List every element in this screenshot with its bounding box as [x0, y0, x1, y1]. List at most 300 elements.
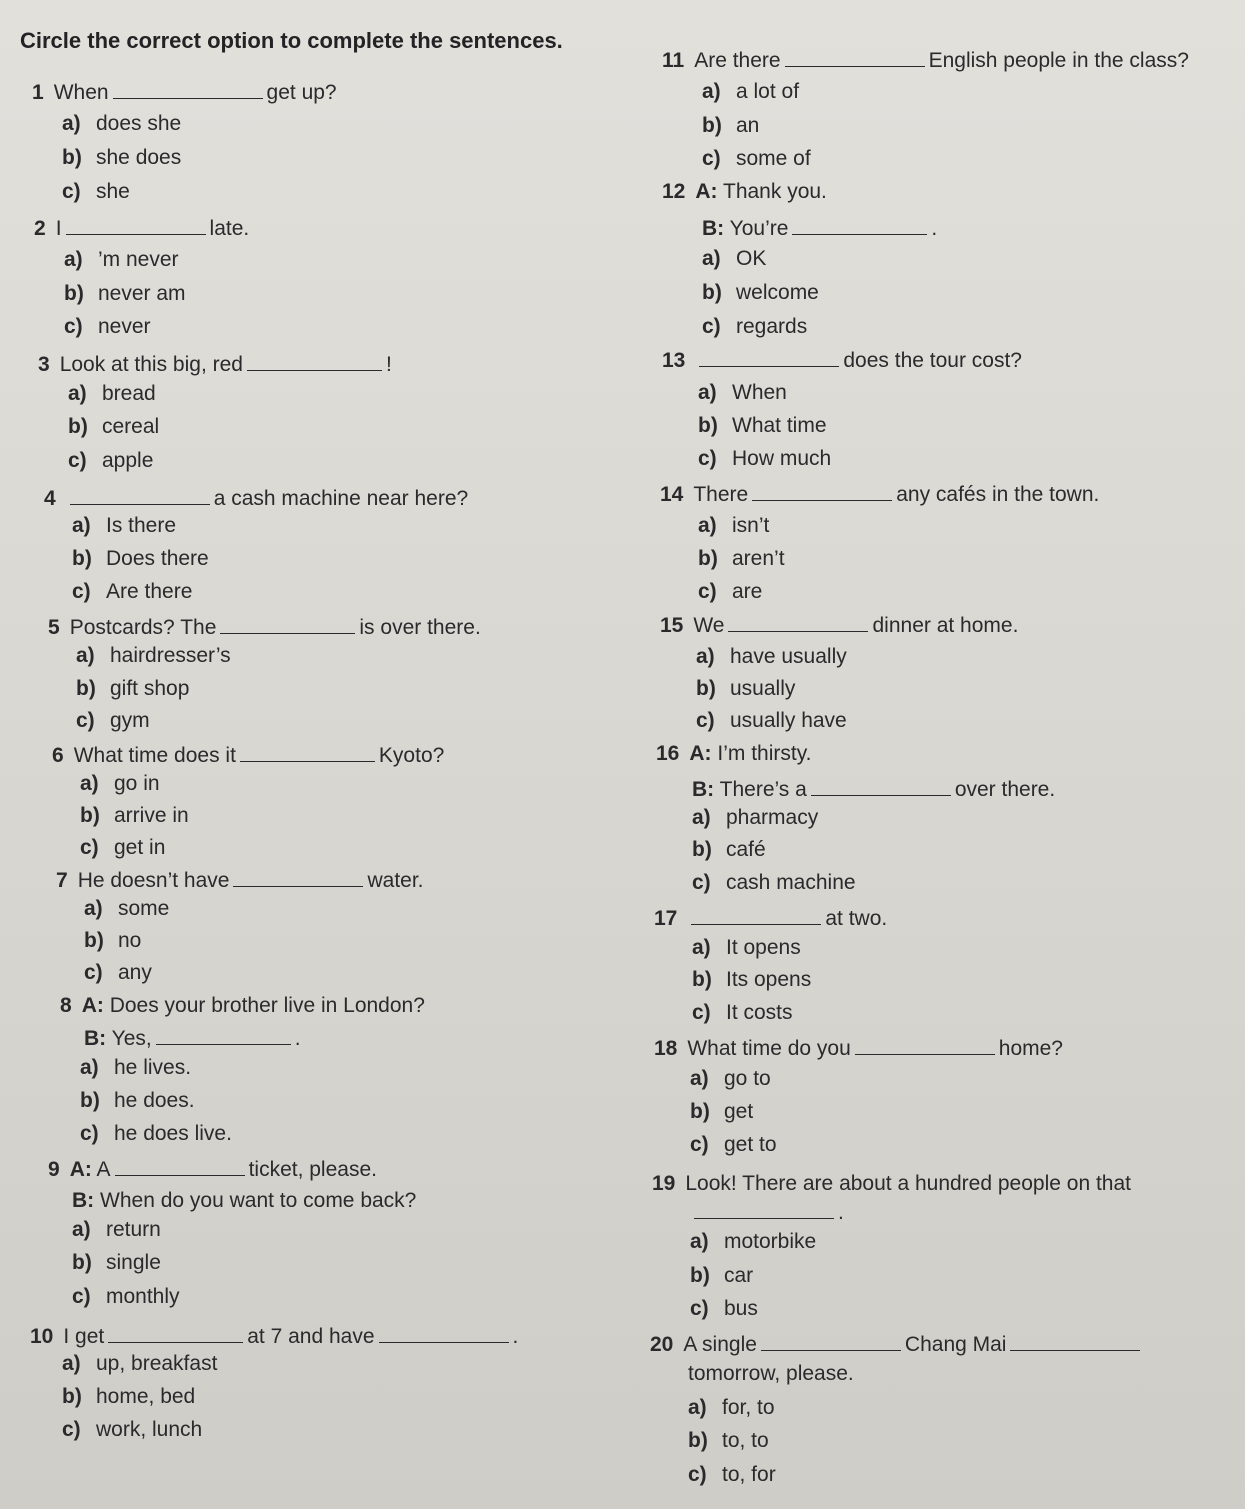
answer-blank[interactable]: [156, 1024, 291, 1045]
question-number: 2: [34, 217, 46, 240]
question-number: 14: [660, 483, 684, 506]
question-number: 11: [662, 49, 685, 72]
option-letter: a): [76, 644, 95, 667]
question-text: ticket, please.: [248, 1158, 377, 1181]
answer-option[interactable]: [698, 381, 787, 405]
option-text: for, to: [722, 1396, 775, 1419]
option-letter: a): [690, 1067, 709, 1090]
question-6: [52, 741, 444, 768]
answer-blank[interactable]: [792, 214, 927, 235]
option-text: have usually: [730, 645, 847, 668]
answer-option[interactable]: [702, 315, 807, 339]
answer-option[interactable]: [76, 644, 231, 668]
question-text: .: [512, 1325, 519, 1348]
option-text: return: [106, 1218, 161, 1241]
option-text: never: [98, 315, 151, 338]
question-text: What time does it: [73, 744, 236, 767]
speaker-label: B:: [84, 1027, 107, 1050]
question-text: does the tour cost?: [843, 349, 1022, 372]
question-9-line2: [72, 1189, 416, 1213]
answer-option[interactable]: [688, 1463, 776, 1487]
question-number: 10: [30, 1325, 54, 1348]
question-text: at two.: [825, 907, 888, 930]
speaker-label: B:: [692, 778, 715, 801]
answer-blank[interactable]: [855, 1034, 995, 1055]
option-text: no: [118, 929, 142, 952]
question-text: any cafés in the town.: [896, 483, 1100, 506]
question-text: tomorrow, please.: [688, 1362, 854, 1385]
question-number: 7: [56, 869, 68, 892]
option-letter: a): [80, 1056, 99, 1079]
answer-option[interactable]: [698, 447, 831, 471]
option-letter: a): [80, 772, 99, 795]
question-text: We: [693, 614, 725, 637]
answer-option[interactable]: [688, 1429, 769, 1453]
question-7: [56, 866, 424, 893]
option-text: work, lunch: [96, 1418, 203, 1441]
answer-option[interactable]: [696, 645, 847, 669]
answer-option[interactable]: [62, 1352, 217, 1376]
answer-blank[interactable]: [220, 613, 355, 634]
answer-blank[interactable]: [811, 775, 951, 796]
question-number: 3: [38, 353, 50, 376]
answer-option[interactable]: [68, 449, 153, 473]
option-letter: c): [696, 709, 715, 732]
question-11: [662, 46, 1189, 73]
option-text: bus: [724, 1297, 758, 1320]
option-letter: c): [702, 315, 721, 338]
answer-option[interactable]: [72, 1285, 180, 1309]
option-text: some of: [736, 147, 811, 170]
option-text: pharmacy: [726, 806, 819, 829]
question-text: .: [838, 1201, 844, 1224]
option-letter: c): [80, 1122, 99, 1145]
question-text: There: [693, 483, 749, 506]
question-number: 17: [654, 907, 678, 930]
question-number: 8: [60, 994, 72, 1017]
option-text: she does: [96, 146, 182, 169]
answer-option[interactable]: [62, 112, 181, 136]
answer-option[interactable]: [690, 1100, 753, 1124]
option-letter: c): [68, 449, 87, 472]
option-text: Its opens: [726, 968, 812, 991]
option-text: café: [726, 838, 766, 861]
question-text: Thank you.: [723, 180, 827, 203]
answer-option[interactable]: [80, 804, 189, 828]
answer-option[interactable]: [80, 1089, 195, 1113]
option-text: usually have: [730, 709, 847, 732]
question-number: 5: [48, 616, 60, 639]
option-letter: c): [688, 1463, 707, 1486]
option-letter: a): [696, 645, 715, 668]
option-text: aren’t: [732, 547, 785, 570]
answer-option[interactable]: [68, 415, 159, 439]
question-text: water.: [367, 869, 424, 892]
option-text: he does.: [114, 1089, 195, 1112]
question-text: Chang Mai: [904, 1333, 1007, 1356]
answer-blank[interactable]: [247, 350, 382, 371]
answer-option[interactable]: [64, 282, 186, 306]
option-text: What time: [732, 414, 827, 437]
speaker-label: A:: [69, 1158, 92, 1181]
option-text: to, to: [722, 1429, 769, 1452]
option-text: she: [96, 180, 130, 203]
option-text: gift shop: [110, 677, 190, 700]
answer-blank[interactable]: [694, 1198, 834, 1219]
question-text: I’m thirsty.: [717, 742, 812, 765]
question-text: A single: [683, 1333, 757, 1356]
question-text: Yes,: [111, 1027, 152, 1050]
question-text: When do you want to come back?: [100, 1189, 417, 1212]
option-text: go in: [114, 772, 160, 795]
option-letter: b): [84, 929, 104, 952]
option-letter: c): [64, 315, 83, 338]
answer-option[interactable]: [698, 514, 769, 538]
option-letter: b): [72, 547, 92, 570]
answer-blank[interactable]: [70, 484, 210, 505]
instructions: Circle the correct option to complete the sentences.: [20, 28, 563, 53]
question-text: at 7 and have: [247, 1325, 375, 1348]
answer-option[interactable]: [696, 677, 795, 701]
question-13: [662, 346, 1022, 373]
option-letter: b): [62, 146, 82, 169]
question-20: [650, 1330, 1144, 1357]
option-letter: a): [702, 247, 721, 270]
question-text: English people in the class?: [928, 49, 1189, 72]
option-text: any: [118, 961, 152, 984]
option-text: hairdresser’s: [110, 644, 231, 667]
question-text: dinner at home.: [872, 614, 1019, 637]
option-letter: c): [690, 1297, 709, 1320]
option-letter: b): [62, 1385, 82, 1408]
option-letter: c): [692, 871, 711, 894]
answer-option[interactable]: [72, 1218, 161, 1242]
option-letter: b): [698, 414, 718, 437]
option-text: Are there: [106, 580, 193, 603]
answer-blank[interactable]: [108, 1322, 243, 1343]
question-5: [48, 613, 481, 640]
option-letter: a): [692, 936, 711, 959]
option-letter: a): [84, 897, 103, 920]
answer-blank[interactable]: [115, 1155, 245, 1176]
option-letter: c): [690, 1133, 709, 1156]
answer-blank[interactable]: [1010, 1330, 1140, 1351]
answer-option[interactable]: [72, 514, 176, 538]
question-number: 13: [662, 349, 686, 372]
option-letter: c): [72, 1285, 91, 1308]
answer-option[interactable]: [702, 247, 766, 271]
answer-blank[interactable]: [113, 78, 263, 99]
option-text: some: [118, 897, 170, 920]
option-text: gym: [110, 709, 150, 732]
answer-option[interactable]: [64, 248, 179, 272]
option-text: It opens: [726, 936, 801, 959]
option-text: monthly: [106, 1285, 180, 1308]
question-number: 4: [44, 487, 56, 510]
answer-option[interactable]: [688, 1396, 775, 1420]
option-letter: b): [692, 838, 712, 861]
answer-option[interactable]: [690, 1133, 777, 1157]
option-letter: c): [80, 836, 99, 859]
answer-blank[interactable]: [233, 866, 363, 887]
option-letter: a): [698, 381, 717, 404]
answer-option[interactable]: [692, 968, 811, 992]
question-text: late.: [209, 217, 250, 240]
question-text: You’re: [729, 217, 789, 240]
question-text: What time do you: [687, 1037, 851, 1060]
answer-blank[interactable]: [699, 346, 839, 367]
answer-option[interactable]: [702, 114, 759, 138]
option-text: OK: [736, 247, 767, 270]
option-text: bread: [102, 382, 156, 405]
answer-option[interactable]: [702, 281, 819, 305]
answer-blank[interactable]: [691, 904, 821, 925]
option-letter: c): [692, 1001, 711, 1024]
question-16-line2: [692, 775, 1055, 802]
option-text: It costs: [726, 1001, 793, 1024]
speaker-label: A:: [81, 994, 104, 1017]
answer-blank[interactable]: [785, 46, 925, 67]
option-text: to, for: [722, 1463, 776, 1486]
answer-option[interactable]: [690, 1297, 758, 1321]
option-text: usually: [730, 677, 796, 700]
question-18: [654, 1034, 1063, 1061]
question-text: .: [931, 217, 938, 240]
answer-option[interactable]: [698, 547, 785, 571]
option-text: isn’t: [732, 514, 770, 537]
option-text: never am: [98, 282, 186, 305]
answer-option[interactable]: [692, 871, 856, 895]
answer-option[interactable]: [690, 1264, 753, 1288]
question-text: over there.: [954, 778, 1056, 801]
question-16: [656, 742, 812, 766]
option-text: ’m never: [98, 248, 179, 271]
option-text: are: [732, 580, 763, 603]
answer-option[interactable]: [76, 709, 150, 733]
option-text: regards: [736, 315, 808, 338]
answer-option[interactable]: [84, 897, 169, 921]
question-text: is over there.: [359, 616, 481, 639]
question-text: Are there: [694, 49, 781, 72]
answer-option[interactable]: [702, 80, 799, 104]
option-letter: c): [62, 1418, 81, 1441]
answer-blank[interactable]: [728, 611, 868, 632]
option-letter: b): [698, 547, 718, 570]
answer-option[interactable]: [690, 1067, 771, 1091]
option-letter: a): [72, 1218, 91, 1241]
question-12-line2: [702, 214, 937, 241]
option-text: motorbike: [724, 1230, 817, 1253]
speaker-label: B:: [72, 1189, 95, 1212]
question-3: [38, 350, 392, 377]
question-text: A: [96, 1158, 111, 1181]
question-15: [660, 611, 1018, 638]
option-text: cereal: [102, 415, 160, 438]
option-letter: c): [72, 580, 91, 603]
option-letter: a): [64, 248, 83, 271]
option-letter: a): [68, 382, 87, 405]
question-text: I: [55, 217, 62, 240]
option-letter: b): [696, 677, 716, 700]
answer-blank[interactable]: [66, 214, 206, 235]
question-10: [30, 1322, 518, 1349]
question-text: Look at this big, red: [59, 353, 243, 376]
answer-option[interactable]: [84, 961, 152, 985]
answer-option[interactable]: [62, 1385, 195, 1409]
answer-option[interactable]: [690, 1230, 816, 1254]
option-letter: b): [692, 968, 712, 991]
answer-option[interactable]: [72, 1251, 161, 1275]
question-text: Postcards? The: [69, 616, 217, 639]
answer-option[interactable]: [80, 1056, 191, 1080]
question-number: 12: [662, 180, 686, 203]
option-letter: c): [76, 709, 95, 732]
question-number: 6: [52, 744, 64, 767]
speaker-label: A:: [695, 180, 718, 203]
option-letter: b): [702, 281, 722, 304]
answer-option[interactable]: [698, 580, 762, 604]
option-letter: b): [80, 804, 100, 827]
answer-blank[interactable]: [240, 741, 375, 762]
question-14: [660, 480, 1099, 507]
answer-option[interactable]: [80, 772, 160, 796]
question-9: [48, 1155, 377, 1182]
question-text: Look! There are about a hundred people on that: [685, 1172, 1131, 1195]
speaker-label: A:: [689, 742, 712, 765]
question-8: [60, 994, 425, 1018]
question-number: 9: [48, 1158, 60, 1181]
answer-option[interactable]: [80, 1122, 232, 1146]
option-text: up, breakfast: [96, 1352, 218, 1375]
question-19: [652, 1172, 1131, 1196]
question-text: .: [294, 1027, 301, 1050]
question-number: 1: [32, 81, 44, 104]
answer-option[interactable]: [84, 929, 141, 953]
answer-option[interactable]: [692, 838, 766, 862]
answer-option[interactable]: [62, 180, 130, 204]
option-text: an: [736, 114, 760, 137]
answer-blank[interactable]: [761, 1330, 901, 1351]
option-letter: a): [698, 514, 717, 537]
option-text: he does live.: [114, 1122, 232, 1145]
option-letter: b): [702, 114, 722, 137]
option-letter: a): [690, 1230, 709, 1253]
option-letter: a): [692, 806, 711, 829]
question-text: a cash machine near here?: [213, 487, 469, 510]
question-text: When: [53, 81, 109, 104]
option-text: Is there: [106, 514, 177, 537]
answer-option[interactable]: [698, 414, 827, 438]
answer-option[interactable]: [62, 1418, 202, 1442]
option-letter: a): [688, 1396, 707, 1419]
question-text: !: [385, 353, 392, 376]
option-letter: a): [702, 80, 721, 103]
option-letter: b): [690, 1264, 710, 1287]
answer-option[interactable]: [692, 936, 801, 960]
question-4: [44, 484, 468, 511]
question-17: [654, 904, 887, 931]
question-20-line2: [688, 1362, 854, 1386]
option-letter: a): [72, 514, 91, 537]
option-letter: a): [62, 1352, 81, 1375]
option-text: get in: [114, 836, 166, 859]
option-letter: b): [64, 282, 84, 305]
question-number: 18: [654, 1037, 678, 1060]
option-text: get: [724, 1100, 754, 1123]
option-text: does she: [96, 112, 182, 135]
answer-option[interactable]: [64, 315, 151, 339]
option-text: home, bed: [96, 1385, 196, 1408]
answer-option[interactable]: [76, 677, 189, 701]
option-letter: c): [698, 447, 717, 470]
option-letter: b): [690, 1100, 710, 1123]
option-text: apple: [102, 449, 154, 472]
option-letter: b): [688, 1429, 708, 1452]
question-number: 16: [656, 742, 680, 765]
option-letter: c): [62, 180, 81, 203]
option-letter: b): [76, 677, 96, 700]
question-text: home?: [998, 1037, 1063, 1060]
answer-option[interactable]: [692, 1001, 793, 1025]
option-text: How much: [732, 447, 832, 470]
question-text: He doesn’t have: [77, 869, 230, 892]
question-text: There’s a: [719, 778, 807, 801]
answer-option[interactable]: [72, 580, 192, 604]
option-text: he lives.: [114, 1056, 192, 1079]
answer-option[interactable]: [80, 836, 165, 860]
question-12: [662, 180, 827, 204]
answer-blank[interactable]: [752, 480, 892, 501]
option-text: single: [106, 1251, 161, 1274]
option-letter: c): [84, 961, 103, 984]
answer-option[interactable]: [72, 547, 209, 571]
option-text: arrive in: [114, 804, 189, 827]
option-text: cash machine: [726, 871, 856, 894]
option-text: a lot of: [736, 80, 800, 103]
speaker-label: B:: [702, 217, 725, 240]
question-number: 15: [660, 614, 684, 637]
option-letter: b): [80, 1089, 100, 1112]
option-text: Does there: [106, 547, 209, 570]
answer-option[interactable]: [692, 806, 818, 830]
option-letter: b): [72, 1251, 92, 1274]
option-letter: c): [702, 147, 721, 170]
question-8-line2: [84, 1024, 301, 1051]
question-1: [32, 78, 337, 105]
answer-option[interactable]: [68, 382, 156, 406]
option-text: go to: [724, 1067, 771, 1090]
question-19-line2: [690, 1198, 844, 1225]
option-letter: b): [68, 415, 88, 438]
question-text: Does your brother live in London?: [109, 994, 425, 1017]
answer-option[interactable]: [702, 147, 811, 171]
question-2: [34, 214, 249, 241]
option-letter: c): [698, 580, 717, 603]
option-text: get to: [724, 1133, 777, 1156]
option-letter: a): [62, 112, 81, 135]
question-number: 19: [652, 1172, 676, 1195]
answer-option[interactable]: [696, 709, 847, 733]
question-text: I get: [63, 1325, 105, 1348]
option-text: car: [724, 1264, 754, 1287]
question-number: 20: [650, 1333, 674, 1356]
option-text: welcome: [736, 281, 819, 304]
question-text: get up?: [266, 81, 337, 104]
option-text: When: [732, 381, 787, 404]
answer-option[interactable]: [62, 146, 181, 170]
question-text: Kyoto?: [378, 744, 445, 767]
answer-blank[interactable]: [379, 1322, 509, 1343]
